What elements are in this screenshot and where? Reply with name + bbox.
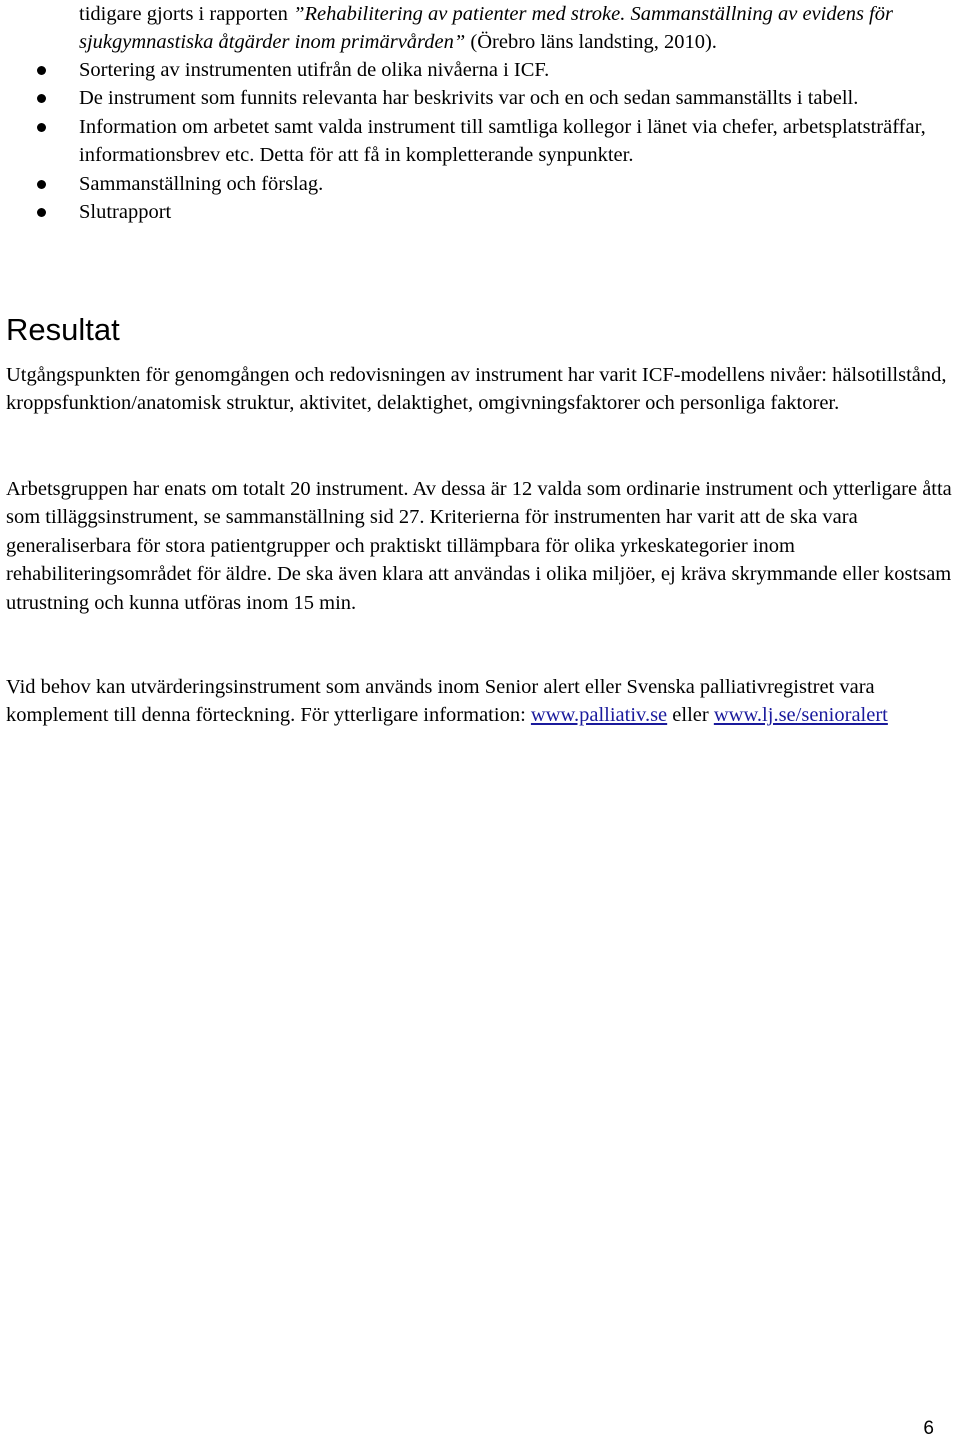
- list-item-text: Information om arbetet samt valda instrument till samtliga kollegor i länet via chefer, arbetsplatsträffar, informationsbrev etc. Detta för att få in kompletterande synpunkter.: [79, 115, 926, 167]
- palliativ-link[interactable]: www.palliativ.se: [530, 704, 668, 727]
- section-heading: Resultat: [6, 312, 120, 347]
- intro-source: (Örebro läns landsting, 2010).: [465, 31, 717, 54]
- list-item: [0, 198, 960, 226]
- paragraph-instrument-selection: Arbetsgruppen har enats om totalt 20 instrument. Av dessa är 12 valda som ordinarie instrument och ytterligare åtta som tilläggsinstrument, se sammanställning sid 27. Kriterierna för instrumenten har varit att de ska vara generaliserbara för stora patientgrupper och praktiskt tillämpbara för olika yrkeskategorier inom rehabiliteringsområdet för äldre. De ska även klara att användas i olika miljöer, ej kräva skrymmande eller kostsam utrustning och kunna utföras inom 15 min.: [6, 478, 952, 614]
- list-item: [0, 170, 960, 198]
- bullet-icon: [37, 208, 46, 217]
- bullet-icon: [37, 180, 46, 189]
- list-item-text: Slutrapport: [79, 201, 172, 224]
- list-item: [0, 113, 960, 170]
- further-information-text: Vid behov kan utvärderingsinstrument som används inom Senior alert eller Svenska palliativregistret vara komplement till denna förteckning. För ytterligare information:: [6, 676, 875, 727]
- paragraph-further-information: [6, 673, 958, 730]
- intro-continuation: [79, 0, 955, 57]
- list-item: [0, 84, 960, 112]
- bullet-icon: [37, 94, 46, 103]
- paragraph-icf-levels: Utgångspunkten för genomgången och redovisningen av instrument har varit ICF-modellens nivåer: hälsotillstånd, kroppsfunktion/anatomisk struktur, aktivitet, delaktighet, omgivningsfaktorer och personliga faktorer.: [6, 364, 947, 415]
- intro-text: tidigare gjorts i rapporten: [79, 3, 294, 25]
- link-connector: eller: [667, 704, 714, 727]
- bullet-icon: [37, 66, 46, 75]
- senioralert-link[interactable]: www.lj.se/senioralert: [713, 704, 888, 727]
- method-bullet-list: [0, 56, 960, 226]
- list-item-text: De instrument som funnits relevanta har beskrivits var och en och sedan sammanställts i tabell.: [79, 87, 859, 110]
- list-item-text: Sammanställning och förslag.: [79, 172, 324, 195]
- report-title: ”Rehabilitering av patienter med stroke. Sammanställning av evidens för sjukgymnastiska åtgärder inom primärvården”: [79, 3, 893, 54]
- list-item: [0, 56, 960, 84]
- bullet-icon: [37, 123, 46, 132]
- page-number: 6: [923, 1418, 934, 1439]
- list-item-text: Sortering av instrumenten utifrån de olika nivåerna i ICF.: [79, 59, 550, 81]
